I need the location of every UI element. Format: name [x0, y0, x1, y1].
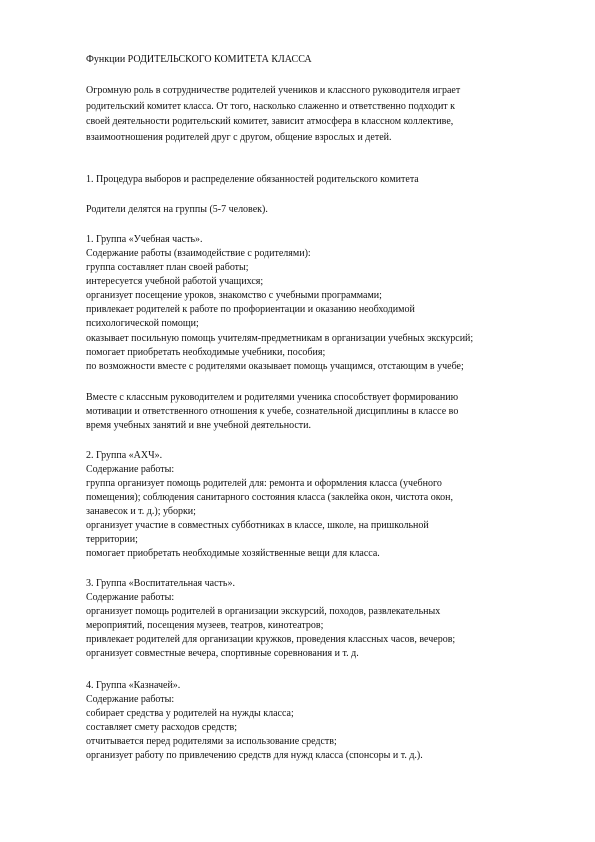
- group-line: группа организует помощь родителей для: ремонта и оформления класса (учебного: [86, 478, 442, 489]
- group-line: Содержание работы (взаимодействие с родителями):: [86, 248, 311, 259]
- groups-intro: Родители делятся на группы (5-7 человек).: [86, 204, 268, 215]
- group-line: организует помощь родителей в организации экскурсий, походов, развлекательных: [86, 606, 441, 617]
- group-line: помогает приобретать необходимые хозяйственные вещи для класса.: [86, 548, 380, 559]
- group-line: мероприятий, посещения музеев, театров, кинотеатров;: [86, 620, 324, 631]
- group-line: организует участие в совместных субботниках в классе, школе, на пришкольной: [86, 520, 429, 531]
- intro-line: своей деятельности родительский комитет, зависит атмосфера в классном коллективе,: [86, 116, 454, 127]
- group-line: территории;: [86, 534, 138, 545]
- group-heading: 4. Группа «Казначей».: [86, 680, 181, 691]
- intro-line: Огромную роль в сотрудничестве родителей учеников и классного руководителя играет: [86, 85, 461, 96]
- group-line: интересуется учебной работой учащихся;: [86, 276, 264, 287]
- group-heading: 3. Группа «Воспитательная часть».: [86, 578, 235, 589]
- group-line: организует совместные вечера, спортивные соревнования и т. д.: [86, 648, 359, 659]
- group-line: психологической помощи;: [86, 318, 199, 329]
- group-summary-line: время учебных занятий и вне учебной деятельности.: [86, 420, 311, 431]
- group-line: привлекает родителей для организации кружков, проведения классных часов, вечеров;: [86, 634, 456, 645]
- section-heading: 1. Процедура выборов и распределение обязанностей родительского комитета: [86, 174, 419, 185]
- group-line: организует посещение уроков, знакомство с учебными программами;: [86, 290, 382, 301]
- group-line: оказывает посильную помощь учителям-предметникам в организации учебных экскурсий;: [86, 333, 474, 344]
- document-title: Функции РОДИТЕЛЬСКОГО КОМИТЕТА КЛАССА: [86, 54, 312, 65]
- group-line: помогает приобретать необходимые учебники, пособия;: [86, 347, 326, 358]
- group-line: занавесок и т. д.); уборки;: [86, 506, 196, 517]
- group-heading: 2. Группа «АХЧ».: [86, 450, 163, 461]
- group-summary-line: мотивации и ответственного отношения к учебе, сознательной дисциплины в классе во: [86, 406, 459, 417]
- group-line: отчитывается перед родителями за использование средств;: [86, 736, 337, 747]
- group-line: помещения); соблюдения санитарного состояния класса (заклейка окон, чистота окон,: [86, 492, 453, 503]
- group-line: Содержание работы:: [86, 592, 175, 603]
- group-heading: 1. Группа «Учебная часть».: [86, 234, 203, 245]
- intro-line: родительский комитет класса. От того, насколько слаженно и ответственно подходит к: [86, 101, 456, 112]
- group-line: составляет смету расходов средств;: [86, 722, 238, 733]
- intro-line: взаимоотношения родителей друг с другом, общение взрослых и детей.: [86, 132, 392, 143]
- group-line: Содержание работы:: [86, 694, 175, 705]
- group-summary-line: Вместе с классным руководителем и родителями ученика способствует формированию: [86, 392, 459, 403]
- group-line: по возможности вместе с родителями оказывает помощь учащимся, отстающим в учебе;: [86, 361, 464, 372]
- group-line: организует работу по привлечению средств для нужд класса (спонсоры и т. д.).: [86, 750, 423, 761]
- group-line: группа составляет план своей работы;: [86, 262, 249, 273]
- group-line: Содержание работы:: [86, 464, 175, 475]
- group-line: привлекает родителей к работе по профориентации и оказанию необходимой: [86, 304, 415, 315]
- group-line: собирает средства у родителей на нужды класса;: [86, 708, 294, 719]
